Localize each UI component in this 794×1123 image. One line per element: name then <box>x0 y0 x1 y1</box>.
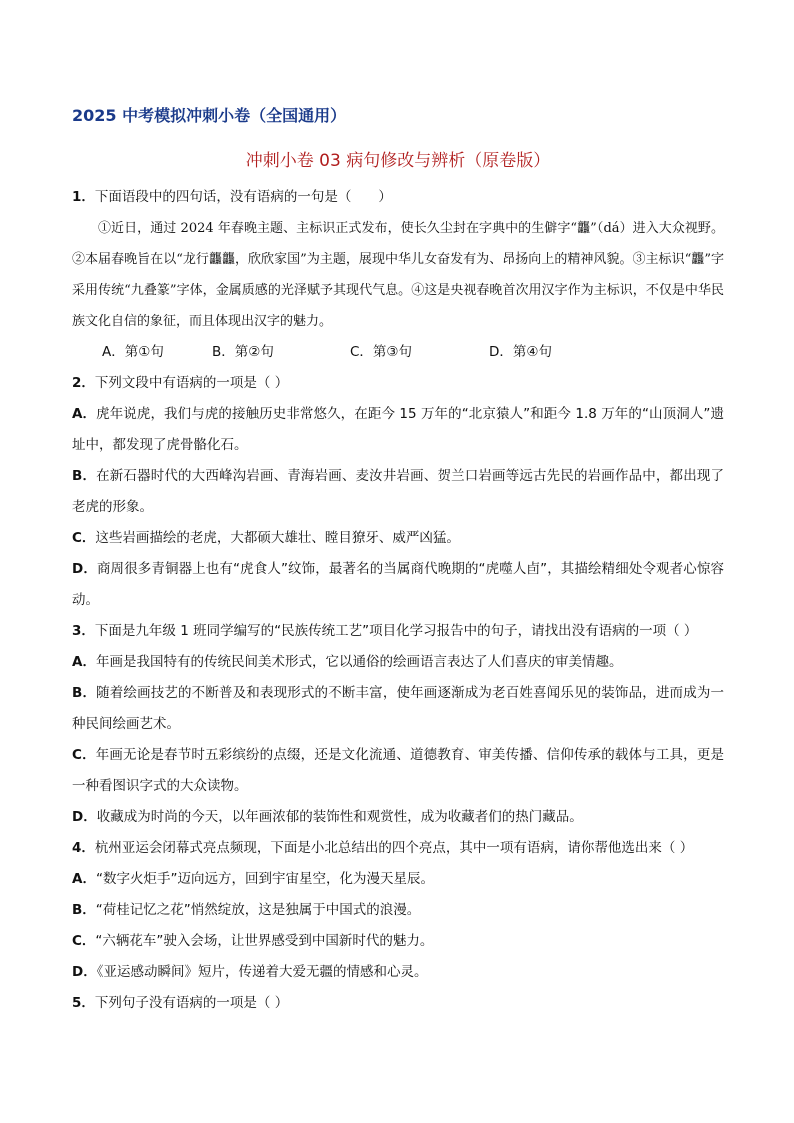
question-number: 1． <box>72 189 95 205</box>
choice-letter: B． <box>72 468 97 484</box>
question-1 <box>72 182 724 368</box>
question-text: 杭州亚运会闭幕式亮点频现，下面是小北总结出的四个亮点，其中一项有语病，请你帮他选出来（ ） <box>94 840 694 856</box>
choice-letter: C． <box>72 530 96 546</box>
choice-letter: A． <box>72 406 97 422</box>
question-stem <box>72 988 724 1019</box>
choice-letter: D． <box>72 964 97 980</box>
choice-a[interactable] <box>72 864 724 895</box>
question-5 <box>72 988 724 1019</box>
question-passage: ①近日，通过 2024 年春晚主题、主标识正式发布，使长久尘封在字典中的生僻字“龘”（dá）进入大众视野。②本届春晚旨在以“龙行龘龘，欣欣家国”为主题，展现中华儿女奋发有为、昂扬向上的精神风貌。③主标识“龘”字采用传统“九叠篆”字体，金属质感的光泽赋予其现代气息。④这是央视春晚首次用汉字作为主标识，不仅是中华民族文化自信的象征，而且体现出汉字的魅力。 <box>72 221 724 329</box>
choice-text: 商周很多青铜器上也有“虎食人”纹饰，最著名的当属商代晚期的“虎噬人卣”，其描绘精细处令观者心惊容动。 <box>72 561 724 608</box>
question-4 <box>72 833 724 988</box>
choice-letter: D． <box>72 809 97 825</box>
choice-a[interactable] <box>72 647 724 678</box>
question-number: 4． <box>72 840 95 856</box>
main-title: 冲刺小卷 03 病句修改与辨析（原卷版） <box>245 151 551 171</box>
choice-letter: C． <box>72 747 96 763</box>
option-row <box>72 337 724 368</box>
question-number: 3． <box>72 623 95 639</box>
choice-letter: C． <box>72 933 96 949</box>
choice-letter: A． <box>72 871 96 887</box>
choice-letter: D． <box>72 561 97 577</box>
exam-page <box>72 104 724 1019</box>
question-text: 下面语段中的四句话，没有语病的一句是（ ） <box>94 189 392 205</box>
question-2 <box>72 368 724 616</box>
choice-text: 《亚运感动瞬间》短片，传递着大爱无疆的情感和心灵。 <box>96 964 428 980</box>
option-d[interactable]: D．第④句 <box>489 344 552 360</box>
choice-d[interactable] <box>72 957 724 988</box>
question-text: 下列文段中有语病的一项是（ ） <box>94 375 289 391</box>
question-text: 下列句子没有语病的一项是（ ） <box>94 995 289 1011</box>
choice-text: “荷桂记忆之花”悄然绽放，这是独属于中国式的浪漫。 <box>95 902 421 918</box>
question-stem <box>72 833 724 864</box>
choice-text: 在新石器时代的大西峰沟岩画、青海岩画、麦汝井岩画、贺兰口岩画等远古先民的岩画作品中，都出现了老虎的形象。 <box>72 468 725 515</box>
choice-a[interactable] <box>72 399 724 461</box>
choice-d[interactable] <box>72 802 724 833</box>
question-stem <box>72 616 724 647</box>
choice-letter: B． <box>72 902 96 918</box>
choice-b[interactable] <box>72 895 724 926</box>
choice-text: 随着绘画技艺的不断普及和表现形式的不断丰富，使年画逐渐成为老百姓喜闻乐见的装饰品，进而成为一种民间绘画艺术。 <box>72 685 725 732</box>
question-3 <box>72 616 724 833</box>
header-title: 2025 中考模拟冲刺小卷（全国通用） <box>72 106 347 125</box>
choice-c[interactable] <box>72 523 724 554</box>
choice-text: 收藏成为时尚的今天，以年画浓郁的装饰性和观赏性，成为收藏者们的热门藏品。 <box>96 809 583 825</box>
choice-letter: A． <box>72 654 96 670</box>
choice-text: “数字火炬手”迈向远方，回到宇宙星空，化为漫天星辰。 <box>95 871 434 887</box>
question-number: 5． <box>72 995 95 1011</box>
choice-d[interactable] <box>72 554 724 616</box>
question-text: 下面是九年级 1 班同学编写的“民族传统工艺”项目化学习报告中的句子，请找出没有语病的一项（ ） <box>94 623 698 639</box>
choice-text: 年画是我国特有的传统民间美术形式，它以通俗的绘画语言表达了人们喜庆的审美情趣。 <box>95 654 623 670</box>
choice-text: 这些岩画描绘的老虎，大都硕大雄壮、瞠目獠牙、威严凶猛。 <box>95 530 460 546</box>
question-stem <box>72 182 724 213</box>
choice-text: 虎年说虎，我们与虎的接触历史非常悠久，在距今 15 万年的“北京猿人”和距今 1.8 万年的“山顶洞人”遗址中，都发现了虎骨骼化石。 <box>72 406 724 453</box>
question-number: 2． <box>72 375 95 391</box>
choice-c[interactable] <box>72 926 724 957</box>
choice-b[interactable] <box>72 461 724 523</box>
choice-text: “六辆花车”驶入会场，让世界感受到中国新时代的魅力。 <box>95 933 434 949</box>
choice-letter: B． <box>72 685 97 701</box>
option-b[interactable]: B．第②句 <box>212 344 274 360</box>
choice-text: 年画无论是春节时五彩缤纷的点缀，还是文化流通、道德教育、审美传播、信仰传承的载体与工具，更是一种看图识字式的大众读物。 <box>72 747 724 794</box>
choice-b[interactable] <box>72 678 724 740</box>
question-stem <box>72 368 724 399</box>
option-c[interactable]: C．第③句 <box>350 344 413 360</box>
option-a[interactable]: A．第①句 <box>102 344 164 360</box>
choice-c[interactable] <box>72 740 724 802</box>
